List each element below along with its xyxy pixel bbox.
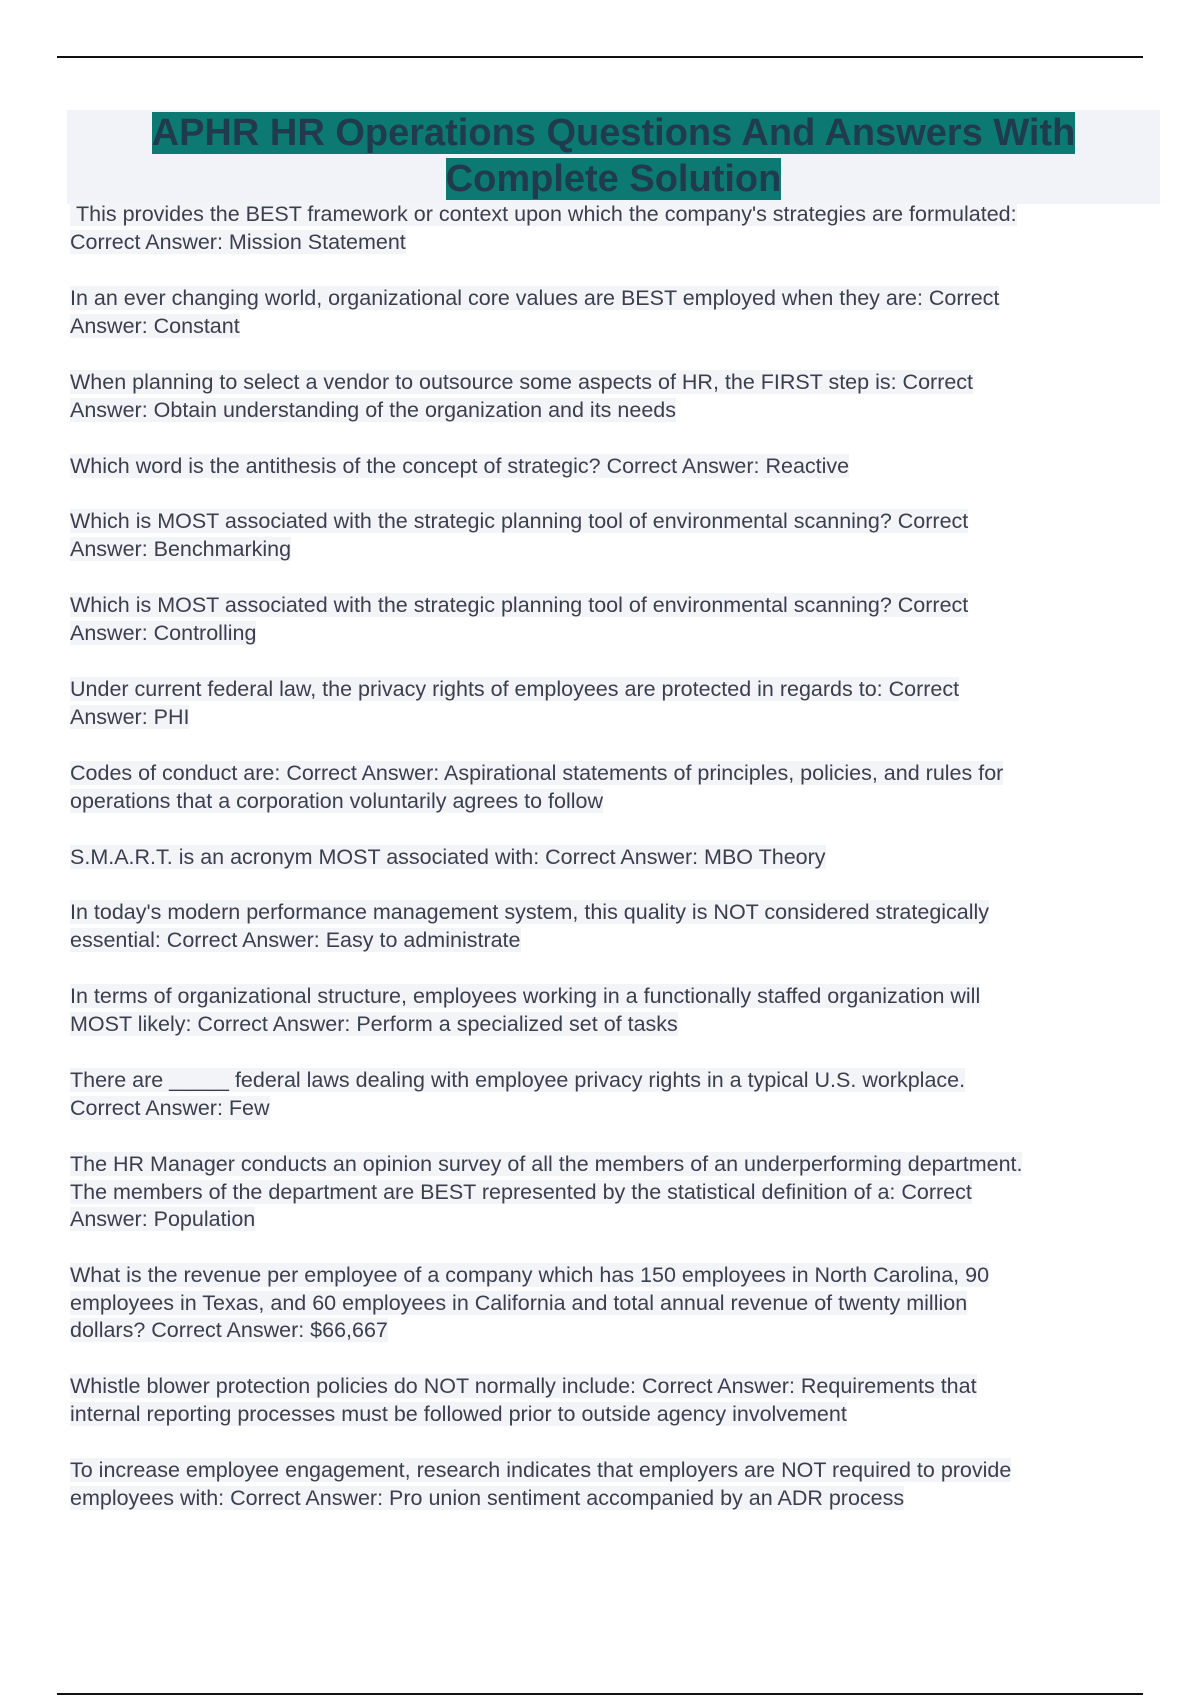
qa-item-10: In today's modern performance management system, this quality is NOT considered strategically essential: Correct Answer: Easy to administrate — [70, 900, 990, 952]
qa-item-6: Which is MOST associated with the strategic planning tool of environmental scanning? Correct Answer: Controlling — [70, 593, 969, 645]
qa-item-2: In an ever changing world, organizational core values are BEST employed when they are: Correct Answer: Constant — [70, 286, 1000, 338]
qa-item-1: This provides the BEST framework or context upon which the company's strategies are formulated: Correct Answer: Mission Statement — [70, 202, 1017, 254]
qa-item-5: Which is MOST associated with the strategic planning tool of environmental scanning? Correct Answer: Benchmarking — [70, 509, 969, 561]
header-rule — [57, 56, 1143, 58]
qa-item-13: The HR Manager conducts an opinion survey of all the members of an underperforming department. The members of the department are BEST represented by the statistical definition of a: Correct Answer: Population — [70, 1152, 1023, 1231]
qa-item-15: Whistle blower protection policies do NOT normally include: Correct Answer: Requirements that internal reporting processes must be followed prior to outside agency involvement — [70, 1374, 977, 1426]
qa-item-12: There are _____ federal laws dealing with employee privacy rights in a typical U.S. workplace. Correct Answer: Few — [70, 1068, 966, 1120]
qa-item-4: Which word is the antithesis of the concept of strategic? Correct Answer: Reactive — [70, 454, 850, 478]
qa-item-7: Under current federal law, the privacy rights of employees are protected in regards to: Correct Answer: PHI — [70, 677, 960, 729]
footer-rule — [57, 1693, 1143, 1695]
qa-item-16: To increase employee engagement, research indicates that employers are NOT required to provide employees with: Correct Answer: Pro union sentiment accompanied by an ADR process — [70, 1458, 1012, 1510]
qa-item-3: When planning to select a vendor to outsource some aspects of HR, the FIRST step is: Correct Answer: Obtain understanding of the organization and its needs — [70, 370, 974, 422]
document-title — [67, 110, 1160, 202]
document-title-text: APHR HR Operations Questions And Answers With Complete Solution — [151, 112, 1076, 200]
qa-item-11: In terms of organizational structure, employees working in a functionally staffed organization will MOST likely: Correct Answer: Perform a specialized set of tasks — [70, 984, 981, 1036]
qa-item-8: Codes of conduct are: Correct Answer: Aspirational statements of principles, policies, and rules for operations that a corporation voluntarily agrees to follow — [70, 761, 1004, 813]
qa-item-14: What is the revenue per employee of a company which has 150 employees in North Carolina, 90 employees in Texas, and 60 employees in California and total annual revenue of twenty million dollars? Correct Answer: $66,667 — [70, 1263, 990, 1342]
qa-item-9: S.M.A.R.T. is an acronym MOST associated with: Correct Answer: MBO Theory — [70, 845, 826, 869]
